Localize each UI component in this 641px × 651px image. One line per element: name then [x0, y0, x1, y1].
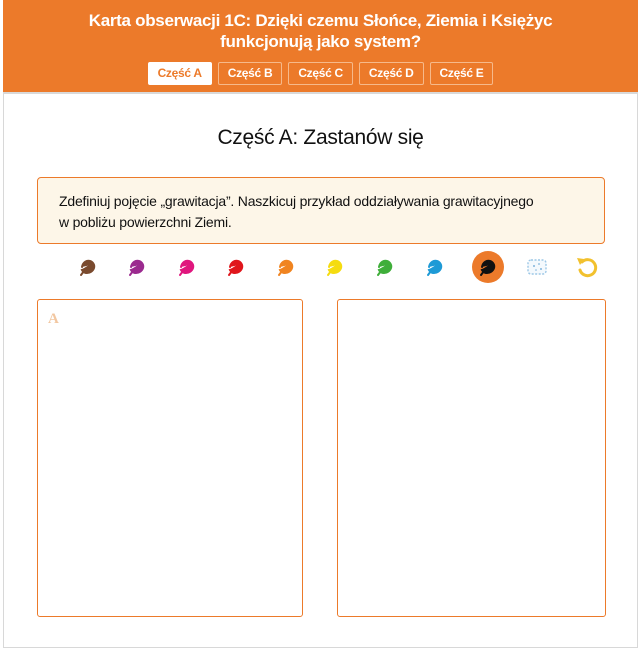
- tab-czesc-d[interactable]: Część D: [359, 62, 424, 85]
- color-blue-button[interactable]: [419, 251, 451, 283]
- crayon-yellow-icon: [325, 257, 345, 277]
- drawing-canvas-a[interactable]: [37, 299, 303, 617]
- drawing-canvas-b[interactable]: [337, 299, 606, 617]
- color-magenta-button[interactable]: [171, 251, 203, 283]
- tab-bar: [3, 62, 638, 85]
- undo-button[interactable]: [571, 251, 603, 283]
- tab-czesc-e[interactable]: Część E: [430, 62, 494, 85]
- prompt-line-1: Zdefiniuj pojęcie „grawitacja”. Naszkicuj przykład oddziaływania grawitacyjnego: [59, 193, 534, 209]
- undo-icon: [574, 254, 600, 280]
- color-brown-button[interactable]: [72, 251, 104, 283]
- crayon-brown-icon: [78, 257, 98, 277]
- section-title: Część A: Zastanów się: [217, 126, 424, 149]
- crayon-red-icon: [226, 257, 246, 277]
- page-title-line-1: Karta obserwacji 1C: Dzięki czemu Słońce, Ziemia i Księżyc: [88, 11, 553, 30]
- color-purple-button[interactable]: [121, 251, 153, 283]
- crayon-green-icon: [375, 257, 395, 277]
- eraser-button[interactable]: [521, 251, 553, 283]
- crayon-purple-icon: [127, 257, 147, 277]
- crayon-blue-icon: [425, 257, 445, 277]
- color-yellow-button[interactable]: [319, 251, 351, 283]
- eraser-icon: [526, 257, 548, 277]
- crayon-black-icon: [478, 257, 498, 277]
- color-red-button[interactable]: [220, 251, 252, 283]
- drawing-toolbar: [70, 251, 610, 283]
- prompt-box: [37, 177, 605, 244]
- crayon-orange-icon: [276, 257, 296, 277]
- crayon-magenta-icon: [177, 257, 197, 277]
- color-green-button[interactable]: [369, 251, 401, 283]
- page-title: [3, 10, 638, 52]
- canvas-label: A: [48, 311, 59, 327]
- tab-czesc-b[interactable]: Część B: [218, 62, 283, 85]
- prompt-line-2: w pobliżu powierzchni Ziemi.: [59, 214, 232, 230]
- color-black-button[interactable]: [472, 251, 504, 283]
- tab-czesc-a[interactable]: Część A: [148, 62, 212, 85]
- tab-czesc-c[interactable]: Część C: [288, 62, 353, 85]
- color-orange-button[interactable]: [270, 251, 302, 283]
- page-title-line-2: funkcjonują jako system?: [220, 32, 421, 51]
- header: [3, 0, 638, 94]
